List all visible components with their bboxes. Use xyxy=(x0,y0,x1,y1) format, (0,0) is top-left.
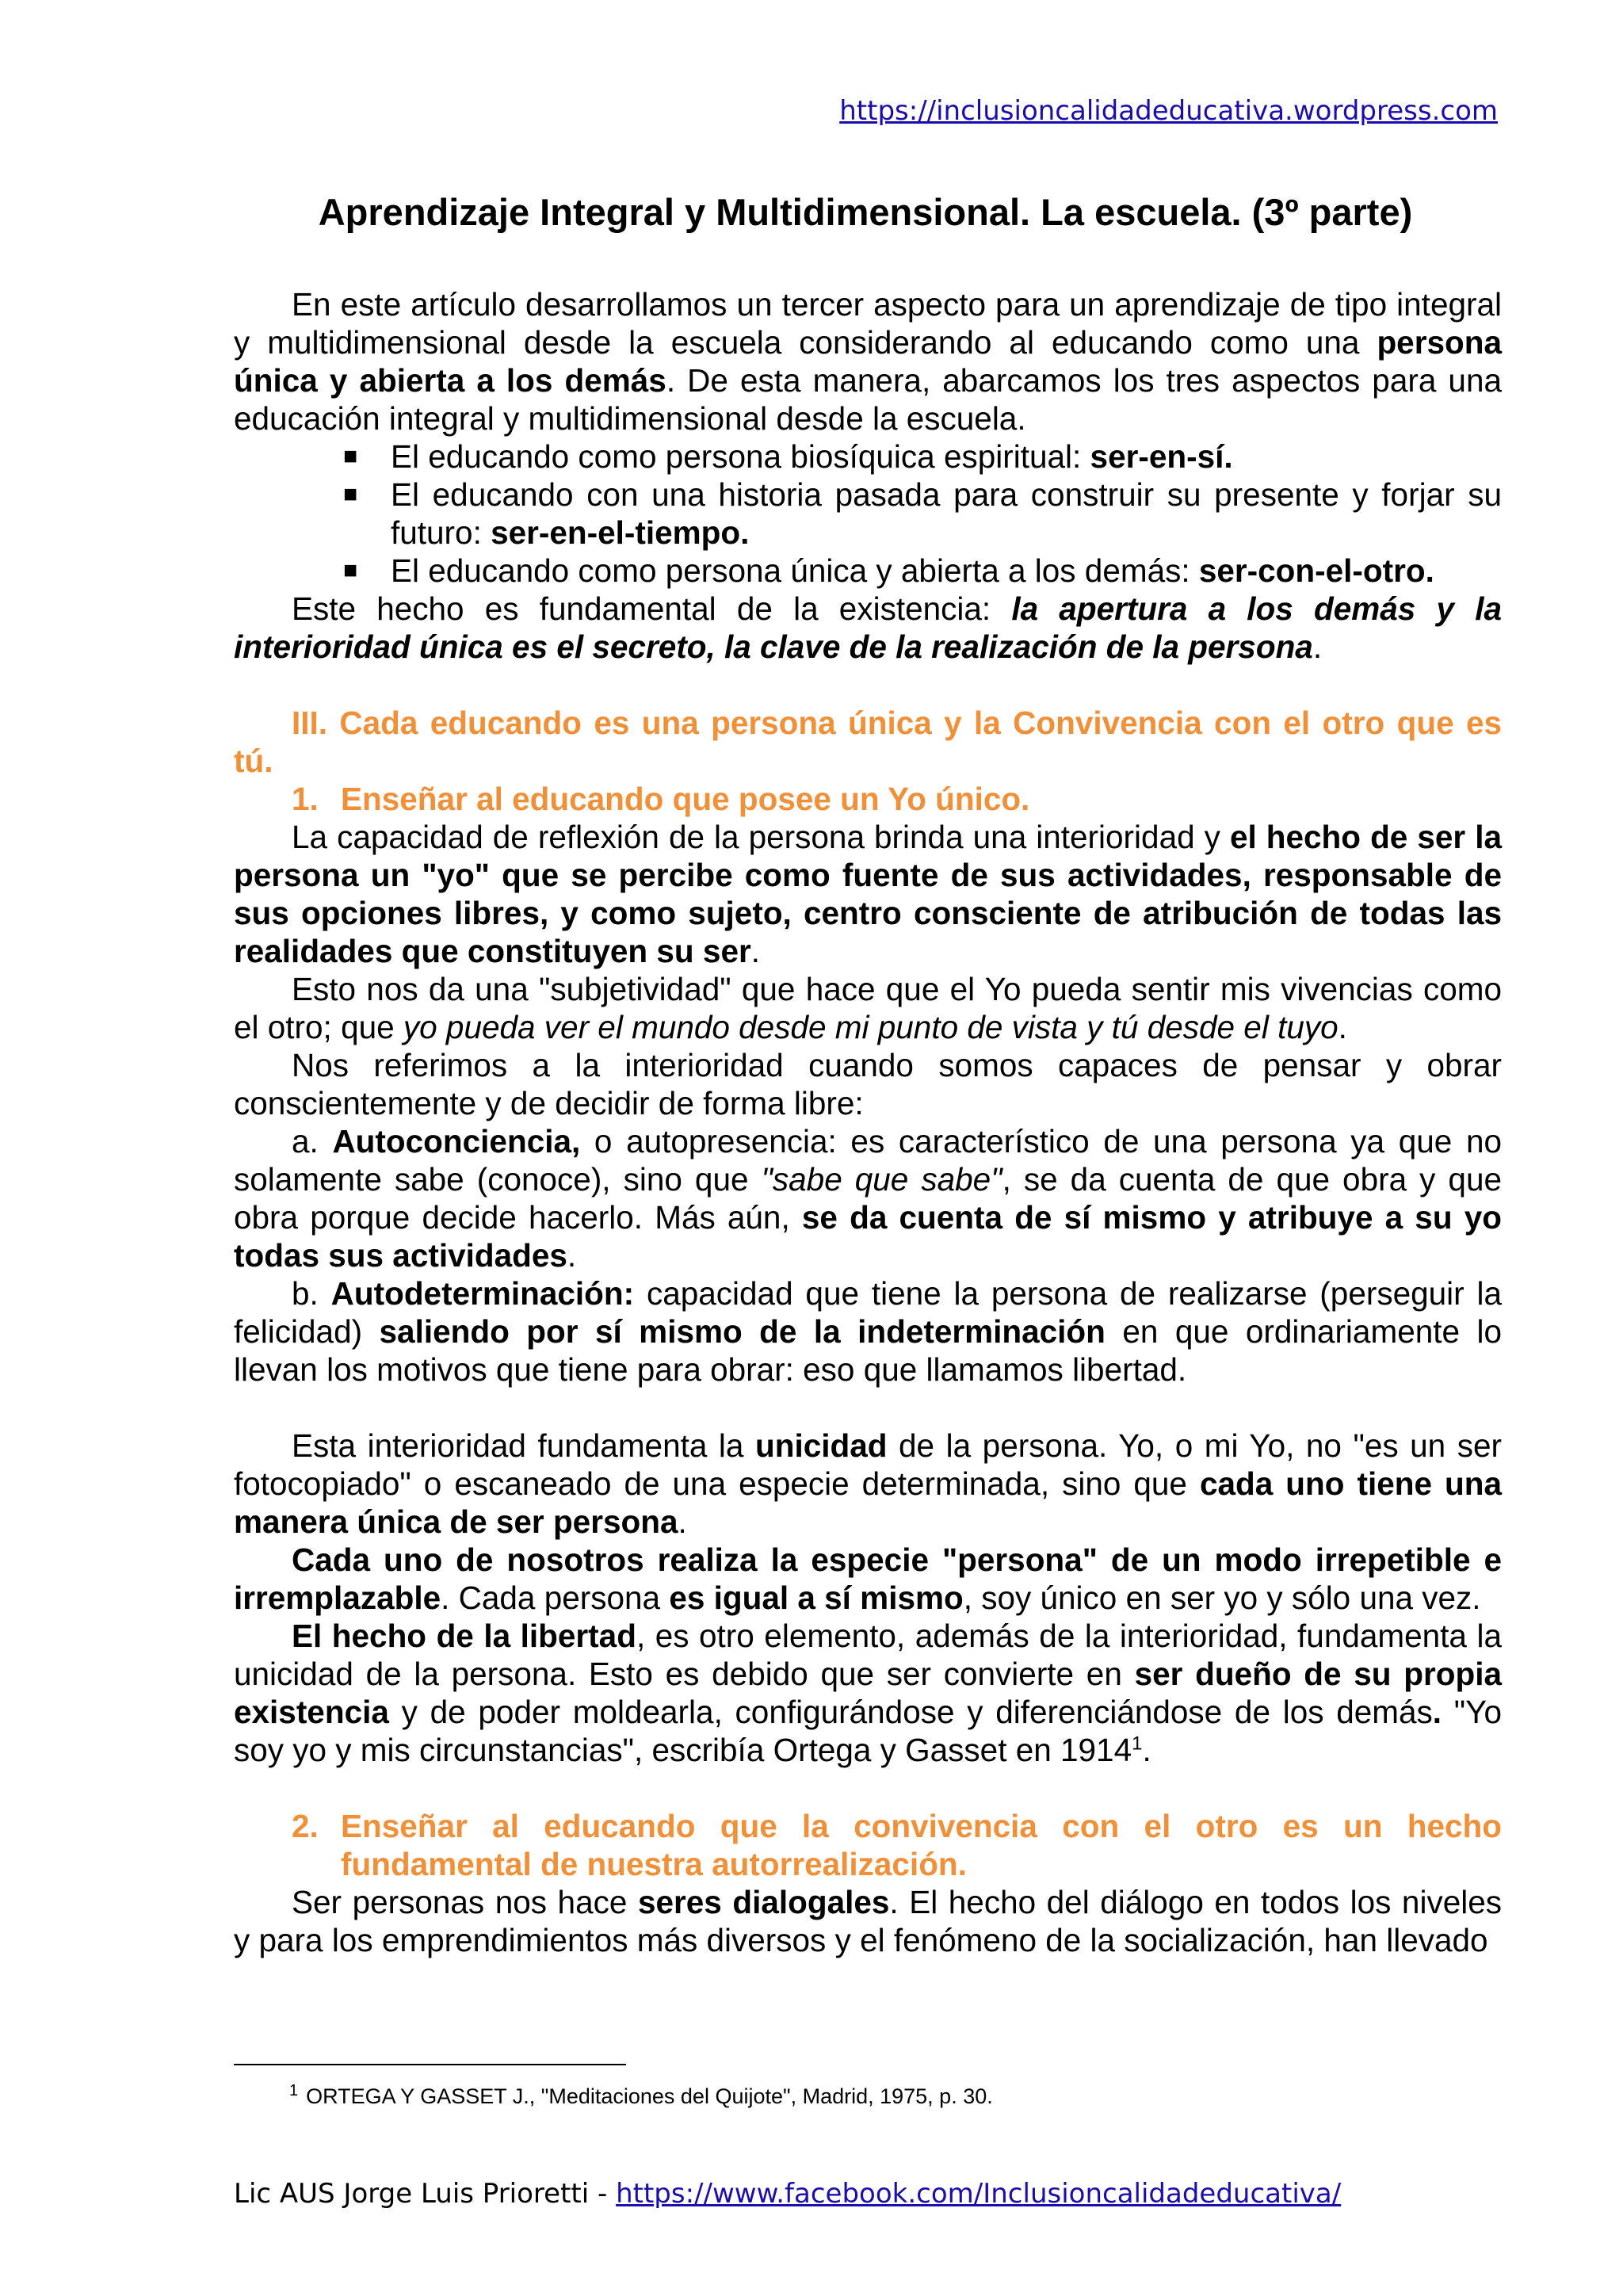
fact-paragraph: Este hecho es fundamental de la existencia: la apertura a los demás y la interioridad única es el secreto, la clave de la realización de la persona. xyxy=(234,590,1502,665)
document-title: Aprendizaje Integral y Multidimensional. La escuela. (3º parte) xyxy=(318,191,1413,233)
bullet-square-icon: ■ xyxy=(343,557,358,583)
list-item: ■ El educando como persona biosíquica espiritual: ser-en-sí. xyxy=(343,438,1233,475)
footer-facebook-link[interactable]: https://www.facebook.com/Inclusioncalidadeducativa/ xyxy=(616,2178,1342,2210)
paragraph-subjectivity: Esto nos da una "subjetividad" que hace que el Yo pueda sentir mis vivencias como el otro; que yo pueda ver el mundo desde mi punto de vista y tú desde el tuyo. xyxy=(234,971,1502,1045)
list-item: ■ El educando como persona única y abierta a los demás: ser-con-el-otro. xyxy=(343,552,1434,589)
paragraph-interiority: Nos referimos a la interioridad cuando somos capaces de pensar y obrar conscientemente y de decidir de forma libre: xyxy=(234,1047,1502,1121)
document-body xyxy=(234,285,1502,1959)
list-item: ■ El educando con una historia pasada para construir su presente y forjar su futuro: ser-en-el-tiempo. xyxy=(343,476,1502,551)
footer-author: Lic AUS Jorge Luis Prioretti - xyxy=(234,2178,617,2210)
paragraph-autoconciencia: a. Autoconciencia, o autopresencia: es característico de una persona ya que no solamente sabe (conoce), sino que "sabe que sabe", se da cuenta de que obra y que obra porque decide hacerlo. Más aún, se da cuenta de sí mismo y atribuye a su yo todas sus actividades. xyxy=(234,1123,1502,1274)
bullet-square-icon: ■ xyxy=(343,443,358,469)
paragraph-libertad: El hecho de la libertad, es otro elemento, además de la interioridad, fundamenta la unicidad de la persona. Esto es debido que ser convierte en ser dueño de su propia existencia y de poder moldearla, configurándose y diferenciándose de los demás. "Yo soy yo y mis circunstancias", escribía Ortega y Gasset en 1914$^1$. xyxy=(234,1618,1502,1768)
header-website-link[interactable]: https://inclusioncalidadeducativa.wordpress.com xyxy=(839,95,1498,127)
aspects-list xyxy=(234,437,1502,590)
footnote-reference[interactable]: 1 xyxy=(1132,1733,1143,1755)
page-footer xyxy=(234,2178,1341,2210)
fact-emphasis: la apertura a los demás y la interioridad única es el secreto, la clave de la realización de la persona xyxy=(234,590,1502,665)
footnote-text: ORTEGA Y GASSET J., "Meditaciones del Quijote", Madrid, 1975, p. 30. xyxy=(306,2084,993,2108)
paragraph-dialogales: Ser personas nos hace seres dialogales. El hecho del diálogo en todos los niveles y para los emprendimientos más diversos y el fenómeno de la socialización, han llevado xyxy=(234,1884,1503,1958)
paragraph-autodeterminacion: b. Autodeterminación: capacidad que tiene la persona de realizarse (perseguir la felicidad) saliendo por sí mismo de la indeterminación en que ordinariamente lo llevan los motivos que tiene para obrar: eso que llamamos libertad. xyxy=(234,1275,1502,1388)
spacer xyxy=(234,666,1502,704)
subheading-2: 2. Enseñar al educando que la convivencia con el otro es un hecho fundamental de nuestra autorrealización. xyxy=(292,1808,1502,1882)
intro-emphasis: persona única y abierta a los demás xyxy=(234,324,1502,399)
paragraph-reflection: La capacidad de reflexión de la persona brinda una interioridad y el hecho de ser la persona un "yo" que se percibe como fuente de sus actividades, responsable de sus opciones libres, y como sujeto, centro consciente de atribución de todas las realidades que constituyen su ser. xyxy=(234,819,1502,969)
bullet-square-icon: ■ xyxy=(343,481,358,507)
footnote-number: 1 xyxy=(289,2082,299,2099)
section-heading: III. Cada educando es una persona única y la Convivencia con el otro que es tú. xyxy=(234,705,1502,779)
paragraph-irrepetible: Cada uno de nosotros realiza la especie "persona" de un modo irrepetible e irremplazable. Cada persona es igual a sí mismo, soy único en ser yo y sólo una vez. xyxy=(234,1541,1502,1616)
intro-paragraph: En este artículo desarrollamos un tercer aspecto para un aprendizaje de tipo integral y multidimensional desde la escuela considerando al educando como una persona única y abierta a los demás. De esta manera, abarcamos los tres aspectos para una educación integral y multidimensional desde la escuela. xyxy=(234,286,1502,437)
footnote xyxy=(289,2080,993,2112)
spacer xyxy=(234,1769,1502,1807)
spacer xyxy=(234,1389,1502,1427)
footnote-divider xyxy=(234,2064,626,2065)
subheading-1: 1. Enseñar al educando que posee un Yo único. xyxy=(292,781,1030,817)
paragraph-unicidad: Esta interioridad fundamenta la unicidad de la persona. Yo, o mi Yo, no "es un ser fotocopiado" o escaneado de una especie determinada, sino que cada uno tiene una manera única de ser persona. xyxy=(234,1427,1502,1540)
